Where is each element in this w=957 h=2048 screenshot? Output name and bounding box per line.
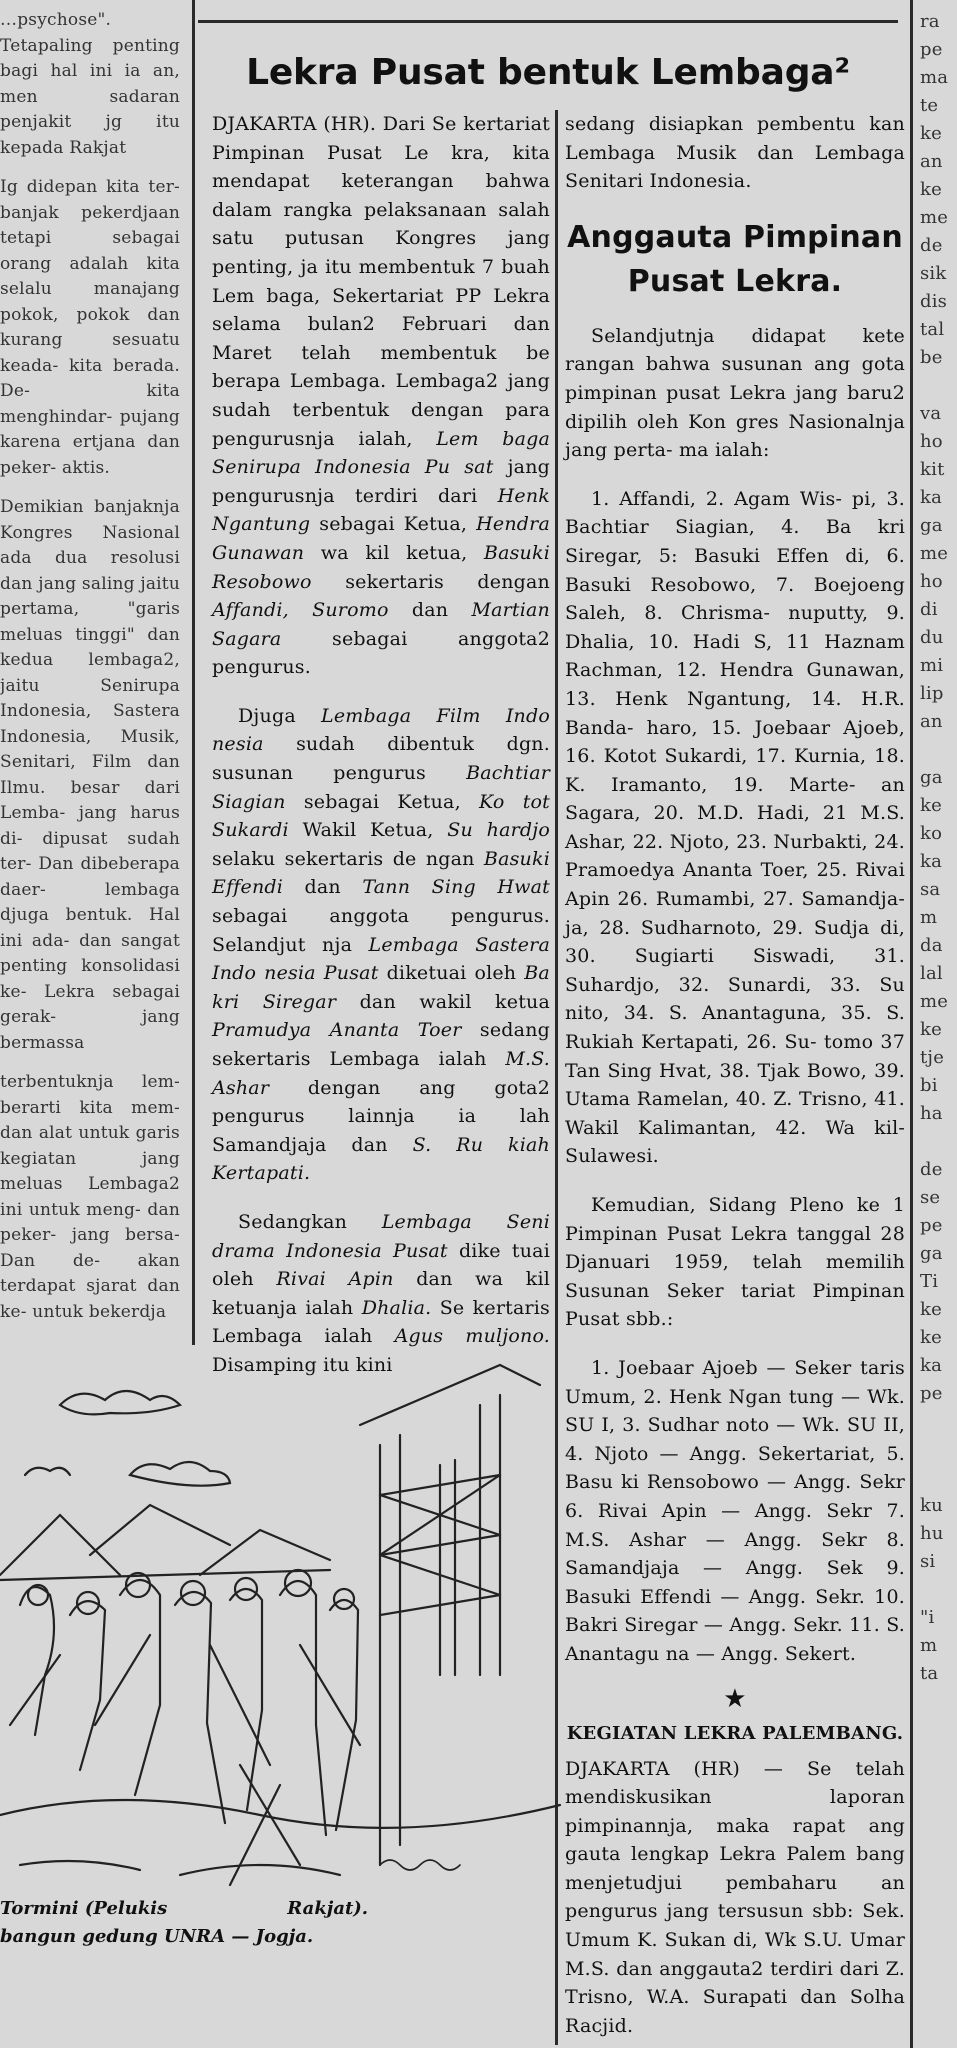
right-cutoff-column <box>920 8 957 2048</box>
right-fragment: pe <box>920 1383 943 1404</box>
right-fragment: de <box>920 1159 943 1180</box>
illustration-drawing <box>0 1345 555 1945</box>
right-fragment: m <box>920 1635 938 1656</box>
right-fragment: me <box>920 543 949 564</box>
right-fragment: da <box>920 935 943 956</box>
right-fragment: ho <box>920 571 943 592</box>
right-fragment <box>920 1716 957 1744</box>
right-fragment: ke <box>920 1327 942 1348</box>
right-fragment: sik <box>920 263 947 284</box>
right-fragment <box>920 1576 957 1604</box>
paragraph-palembang: DJAKARTA (HR) — Se telah mendiskusikan laporan pimpinannja, maka rapat ang gauta lengkap Lekra Palem bang menjetudjui pembaharu an pengurus jang tersusun sbb: Sek. Umum K. Sukan di, Wk S.U. Umar M.S. dan anggauta2 terdiri dari Z. Trisno, W.A. Surapati dan Solha Racjid. <box>565 1757 905 2037</box>
right-fragment <box>920 736 957 764</box>
paragraph-members-intro: Selandjutnja didapat kete rangan bahwa susunan ang gota pimpinan pusat Lekra jang baru2 dipilih oleh Kon gres Nasionalnja jang perta- ma ialah: <box>565 324 905 462</box>
paragraph-intro: sedang disiapkan pembentu kan Lembaga Musik dan Lembaga Senitari Indonesia. <box>565 113 905 193</box>
right-fragment: dis <box>920 291 948 312</box>
right-fragment: m <box>920 907 938 928</box>
paragraph-film: Djuga Lembaga Film Indo nesia sudah dibentuk dgn. susunan pengurus Bachtiar Siagian sebagai Ketua, Ko tot Sukardi Wakil Ketua, Su hardjo selaku sekertaris de ngan Basuki Effendi dan Tann Sing Hwat sebagai anggota pengurus. Selandjut nja Lembaga Sastera Indo nesia Pusat diketuai oleh Ba kri Siregar dan wakil ketua Pramudya Ananta Toer sedang sekertaris Lembaga ialah M.S. Ashar dengan ang gota2 pengurus lainnja ia lah Samandjaja dan S. Ru kiah Kertapati. <box>212 704 551 1185</box>
right-fragment <box>920 372 957 400</box>
right-fragment: ke <box>920 795 942 816</box>
right-fragment: si <box>920 1551 936 1572</box>
caption-line-2: bangun gedung UNRA — Jogja. <box>0 1926 314 1947</box>
right-fragment: ga <box>920 515 943 536</box>
left-paragraph: …psychose". Tetapaling penting bagi hal ini ia an, men sadaran penjakit jg itu kepada Rakjat <box>0 10 180 158</box>
right-fragment <box>920 1436 957 1464</box>
right-fragment: se <box>920 1187 941 1208</box>
paragraph-lead: DJAKARTA (HR). Dari Se kertariat Pimpinan Pusat Le kra, kita mendapat keterangan bahwa dalam rangka pelaksanaan salah satu putusan Kongres jang penting, ja itu membentuk 7 buah Lem baga, Sekertariat PP Lekra selama bulan2 Februari dan Maret telah membentuk be berapa Lembaga. Lembaga2 jang sudah terbentuk dengan para pengurusnja ialah, Lem baga Senirupa Indonesia Pu sat jang pengurusnja terdiri dari Henk Ngantung sebagai Ketua, Hendra Gunawan wa kil ketua, Basuki Resobowo sekertaris dengan Affandi, Suromo dan Martian Sagara sebagai anggota2 pengurus. <box>212 113 551 679</box>
article-headline: Lekra Pusat bentuk Lembaga² <box>246 52 850 93</box>
right-fragment: ga <box>920 1243 943 1264</box>
right-fragment: ka <box>920 1355 943 1376</box>
column-divider-right <box>910 0 913 2048</box>
right-fragment: kit <box>920 459 945 480</box>
paragraph-members-list: 1. Affandi, 2. Agam Wis- pi, 3. Bachtiar Siagian, 4. Ba kri Siregar, 5: Basuki Effen di, 6. Basuki Resobowo, 7. Boejoeng Saleh, 8. Chrisma- nuputty, 9. Dhalia, 10. Hadi S, 11 Haznam Rachman, 12. Hendra Gunawan, 13. Henk Ngantung, 14. H.R. Banda- haro, 15. Joebaar Ajoeb, 16. Kotot Sukardi, 17. Kurnia, 18. K. Iramanto, 19. Marte- an Sagara, 20. M.D. Hadi, 21 M.S. Ashar, 22. Njoto, 23. Nurbakti, 24. Pramoedya Ananta Toer, 25. Rivai Apin 26. Rumambi, 27. Samandja- ja, 28. Sudharnoto, 29. Sudja di, 30. Sugiarti Siswadi, 31. Suhardjo, 32. Sunardi, 33. Su nito, 34. S. Anantaguna, 35. S. Rukiah Kertapati, 26. Su- tomo 37 Tan Sing Hvat, 38. Tjak Bowo, 39. Utama Ramelan, 40. Z. Trisno, 41. Wakil Kalimantan, 42. Wa kil- Sulawesi. <box>565 487 905 1168</box>
right-fragment: an <box>920 151 943 172</box>
right-fragment: pe <box>920 39 943 60</box>
right-fragment: ko <box>920 823 943 844</box>
left-cutoff-column <box>0 8 180 1348</box>
right-fragment: ra <box>920 11 940 32</box>
right-fragment: pe <box>920 1215 943 1236</box>
right-fragment: ma <box>920 67 949 88</box>
right-fragment: ho <box>920 431 943 452</box>
star-icon: ★ <box>723 1683 747 1714</box>
right-fragment: lip <box>920 683 944 704</box>
right-fragment <box>920 1688 957 1716</box>
top-rule <box>198 20 898 23</box>
paragraph-plenary: Kemudian, Sidang Pleno ke 1 Pimpinan Pusat Lekra tanggal 28 Djanuari 1959, telah memilih Susunan Seker tariat Pimpinan Pusat sbb.: <box>565 1194 905 1331</box>
right-fragment <box>920 1128 957 1156</box>
article-column-1 <box>212 110 551 1376</box>
minor-heading: KEGIATAN LEKRA PALEMBANG. <box>566 1722 904 1744</box>
middle-column-divider-top <box>555 110 558 1345</box>
right-fragment: me <box>920 991 949 1012</box>
right-fragment: ha <box>920 1103 943 1124</box>
right-fragment: bi <box>920 1075 938 1096</box>
right-fragment: ta <box>920 1663 939 1684</box>
right-fragment: an <box>920 711 943 732</box>
subheading: Anggauta Pimpinan Pusat Lekra. <box>567 219 903 299</box>
column-divider-left <box>192 0 195 1345</box>
right-fragment: ga <box>920 767 943 788</box>
right-fragment: du <box>920 627 944 648</box>
right-fragment <box>920 1464 957 1492</box>
left-paragraph: Ig didepan kita ter- banjak pekerdjaan tetapi sebagai orang adalah kita selalu manajang pokok, pokok dan kurang sesuatu keada- kita berada. De- kita menghindar- pujang karena ertjana dan peker- aktis. <box>0 177 180 478</box>
paragraph-senidrama: Sedangkan Lembaga Seni drama Indonesia Pusat dike tuai oleh Rivai Apin dan wa kil ketuanja ialah Dhalia. Se kertaris Lembaga ialah Agus muljono. Disamping itu kini <box>212 1210 550 1376</box>
right-fragment: va <box>920 403 942 424</box>
right-fragment: ku <box>920 1495 943 1516</box>
right-fragment: mi <box>920 655 944 676</box>
right-fragment: Ti <box>920 1271 939 1292</box>
right-fragment: te <box>920 95 939 116</box>
article-column-2 <box>565 110 905 2040</box>
left-paragraph: terbentuknja lem- berarti kita mem- dan alat untuk garis kegiatan jang meluas Lembaga2 ini untuk meng- dan peker- jang bersa- Dan de- akan terdapat sjarat dan ke- untuk bekerdja <box>0 1072 180 1322</box>
right-fragment: di <box>920 599 938 620</box>
right-fragment: lal <box>920 963 943 984</box>
right-fragment: tje <box>920 1047 945 1068</box>
right-fragment: de <box>920 235 943 256</box>
right-fragment: sa <box>920 879 941 900</box>
right-fragment: ke <box>920 179 942 200</box>
right-fragment: me <box>920 207 949 228</box>
right-fragment <box>920 1408 957 1436</box>
illustration-caption <box>0 1895 555 2035</box>
caption-line-1: Tormini (Pelukis Rakjat). <box>0 1898 369 1919</box>
middle-column-divider <box>555 1345 558 2045</box>
right-fragment: hu <box>920 1523 944 1544</box>
right-fragment: be <box>920 347 943 368</box>
right-fragment: tal <box>920 319 945 340</box>
left-paragraph: Demikian banjaknja Kongres Nasional ada dua resolusi dan jang saling jaitu pertama, "garis meluas tinggi" dan kedua lembaga2, jaitu Senirupa Indonesia, Sastera Indonesia, Musik, Senitari, Film dan Ilmu. besar dari Lemba- jang harus di- dipusat sudah ter- Dan dibeberapa daer- lembaga djuga bentuk. Hal ini ada- dan sangat penting konsolidasi ke- Lekra sebagai gerak- jang bermassa <box>0 497 180 1053</box>
right-fragment: ka <box>920 851 943 872</box>
paragraph-secretariat: 1. Joebaar Ajoeb — Seker taris Umum, 2. Henk Ngan tung — Wk. SU I, 3. Sudhar noto — Wk. SU II, 4. Njoto — Angg. Sekertariat, 5. Basu ki Rensobowo — Angg. Sekr 6. Rivai Apin — Angg. Sekr 7. M.S. Ashar — Angg. Sekr 8. Samandjaja — Angg. Sek 9. Basuki Effendi — Angg. Sekr. 10. Bakri Siregar — Angg. Sekr. 11. S. Anantagu na — Angg. Sekert. <box>565 1356 905 1665</box>
right-fragment: ke <box>920 123 942 144</box>
right-fragment: "i <box>920 1607 935 1628</box>
right-fragment: ke <box>920 1019 942 1040</box>
right-fragment: ka <box>920 487 943 508</box>
right-fragment: ke <box>920 1299 942 1320</box>
